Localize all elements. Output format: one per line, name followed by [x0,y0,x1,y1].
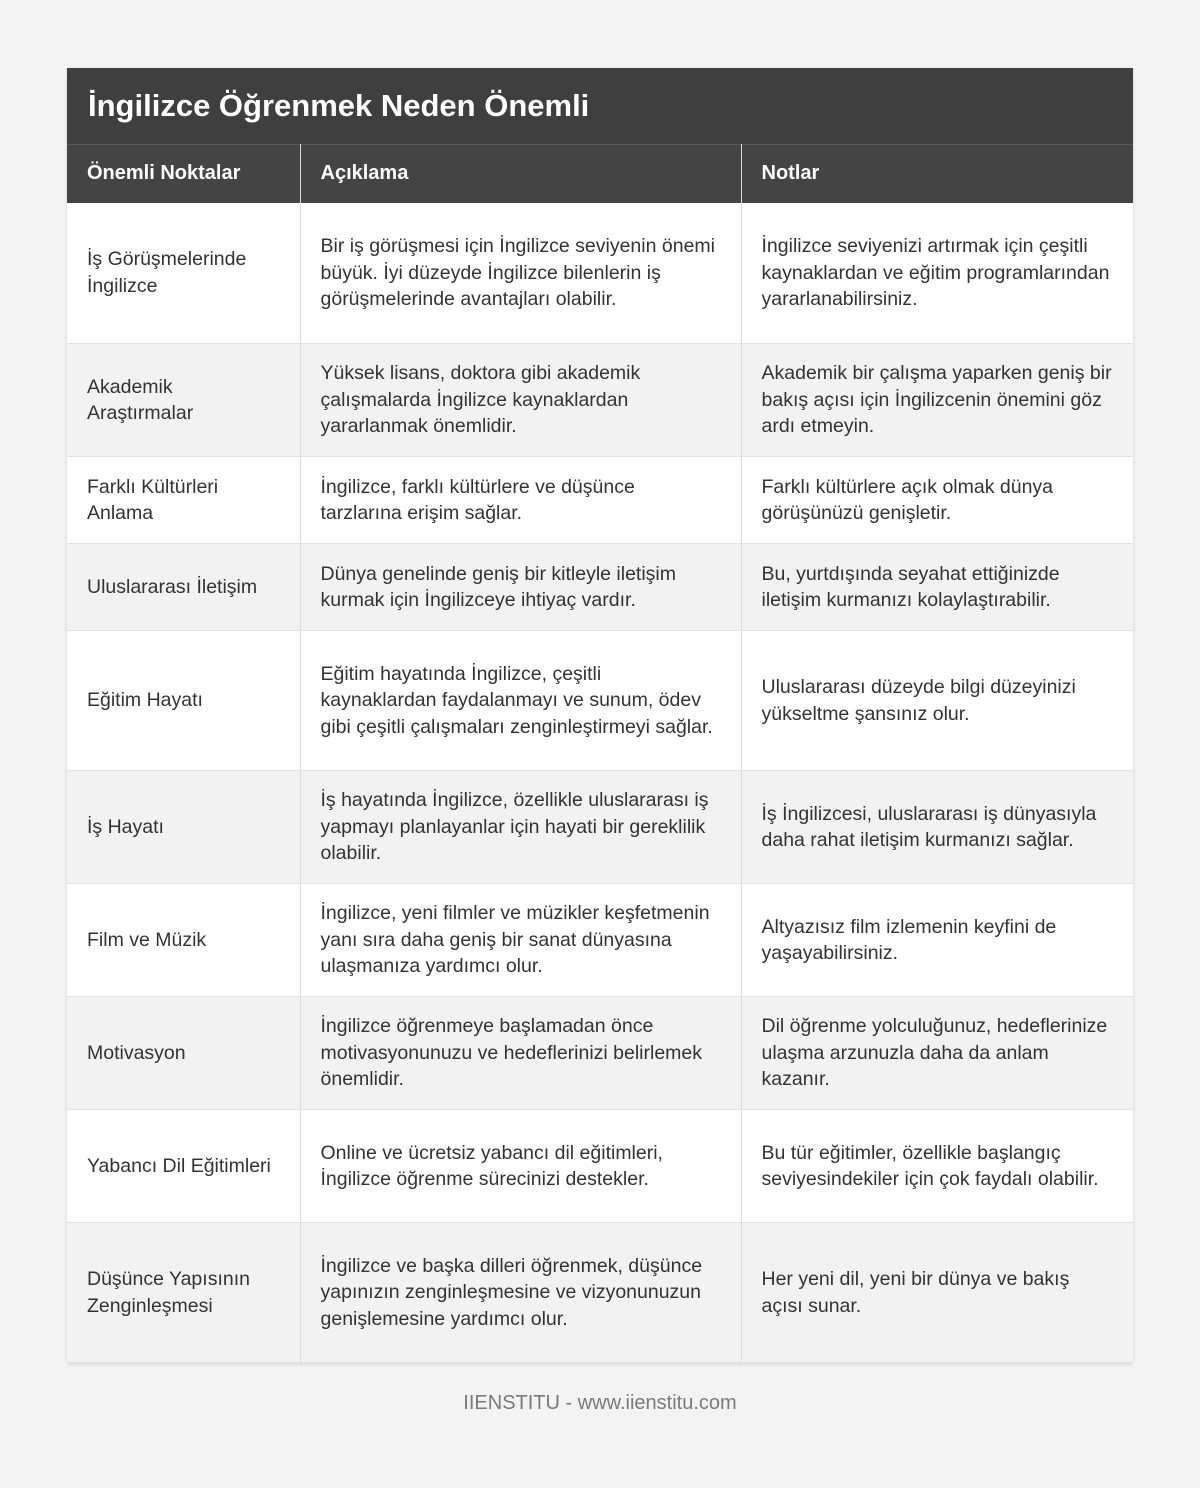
table-header [67,145,1133,203]
footer-credit: IIENSTITU - www.iienstitu.com [463,1392,737,1414]
cell-description: Online ve ücretsiz yabancı dil eğitimleri, İngilizce öğrenme sürecinizi destekler. [300,1110,741,1223]
cell-point: Film ve Müzik [67,884,300,997]
cell-description: İngilizce ve başka dilleri öğrenmek, düşünce yapınızın zenginleşmesine ve vizyonunuzun genişlemesine yardımcı olur. [300,1223,741,1363]
cell-note: Bu tür eğitimler, özellikle başlangıç seviyesindekiler için çok faydalı olabilir. [741,1110,1133,1223]
cell-point: Düşünce Yapısının Zenginleşmesi [67,1223,300,1363]
cell-point: İş Görüşmelerinde İngilizce [67,203,300,344]
cell-description: İngilizce öğrenmeye başlamadan önce motivasyonunuzu ve hedeflerinizi belirlemek önemlidir. [300,997,741,1110]
header-row [67,145,1133,203]
cell-point: Eğitim Hayatı [67,631,300,771]
cell-point: Yabancı Dil Eğitimleri [67,1110,300,1223]
cell-description: İş hayatında İngilizce, özellikle uluslararası iş yapmayı planlayanlar için hayati bir gereklilik olabilir. [300,771,741,884]
table-row [67,631,1133,771]
table-row [67,884,1133,997]
column-header-points: Önemli Noktalar [67,145,300,203]
cell-point: Motivasyon [67,997,300,1110]
cell-description: Eğitim hayatında İngilizce, çeşitli kaynaklardan faydalanmayı ve sunum, ödev gibi çeşitli çalışmaları zenginleştirmeyi sağlar. [300,631,741,771]
cell-point: Uluslararası İletişim [67,544,300,631]
cell-description: Bir iş görüşmesi için İngilizce seviyenin önemi büyük. İyi düzeyde İngilizce bilenlerin iş görüşmelerinde avantajları olabilir. [300,203,741,344]
cell-description: İngilizce, farklı kültürlere ve düşünce tarzlarına erişim sağlar. [300,457,741,544]
info-table [67,144,1133,1363]
cell-point: Farklı Kültürleri Anlama [67,457,300,544]
table-row [67,1110,1133,1223]
cell-note: Farklı kültürlere açık olmak dünya görüşünüzü genişletir. [741,457,1133,544]
cell-description: İngilizce, yeni filmler ve müzikler keşfetmenin yanı sıra daha geniş bir sanat dünyasına ulaşmanıza yardımcı olur. [300,884,741,997]
table-row [67,203,1133,344]
table-row [67,457,1133,544]
table-title: İngilizce Öğrenmek Neden Önemli [67,68,1133,144]
cell-note: Dil öğrenme yolculuğunuz, hedeflerinize ulaşma arzunuzla daha da anlam kazanır. [741,997,1133,1110]
column-header-notes: Notlar [741,145,1133,203]
cell-note: Bu, yurtdışında seyahat ettiğinizde iletişim kurmanızı kolaylaştırabilir. [741,544,1133,631]
table-body [67,203,1133,1363]
cell-point: İş Hayatı [67,771,300,884]
table-row [67,771,1133,884]
cell-note: Altyazısız film izlemenin keyfini de yaşayabilirsiniz. [741,884,1133,997]
cell-note: Akademik bir çalışma yaparken geniş bir bakış açısı için İngilizcenin önemini göz ardı etmeyin. [741,344,1133,457]
cell-note: İş İngilizcesi, uluslararası iş dünyasıyla daha rahat iletişim kurmanızı sağlar. [741,771,1133,884]
cell-point: Akademik Araştırmalar [67,344,300,457]
cell-note: Her yeni dil, yeni bir dünya ve bakış açısı sunar. [741,1223,1133,1363]
table-row [67,997,1133,1110]
table-row [67,544,1133,631]
cell-description: Yüksek lisans, doktora gibi akademik çalışmalarda İngilizce kaynaklardan yararlanmak önemlidir. [300,344,741,457]
table-card [67,68,1133,1363]
cell-note: Uluslararası düzeyde bilgi düzeyinizi yükseltme şansınız olur. [741,631,1133,771]
table-row [67,344,1133,457]
table-row [67,1223,1133,1363]
cell-note: İngilizce seviyenizi artırmak için çeşitli kaynaklardan ve eğitim programlarından yararlanabilirsiniz. [741,203,1133,344]
cell-description: Dünya genelinde geniş bir kitleyle iletişim kurmak için İngilizceye ihtiyaç vardır. [300,544,741,631]
column-header-description: Açıklama [300,145,741,203]
